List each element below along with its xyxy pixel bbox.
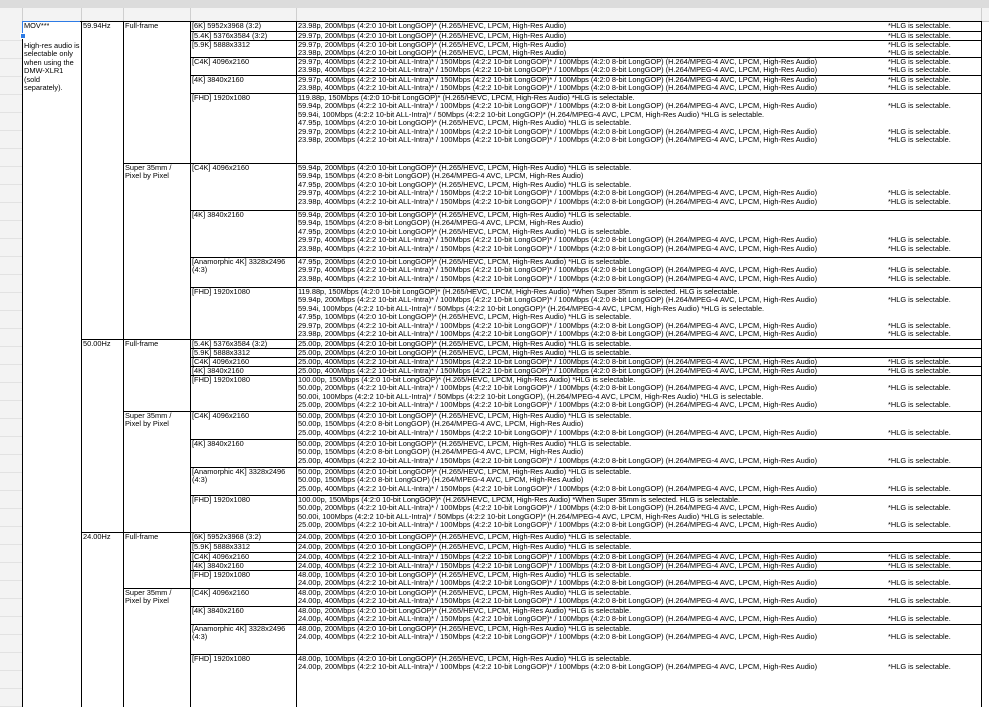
crop-mode-cell[interactable]: Super 35mm / Pixel by Pixel — [125, 412, 172, 429]
spec-line[interactable]: 24.00p, 400Mbps (4:2:2 10-bit ALL-Intra)* / 150Mbps (4:2:2 10-bit LongGOP)* / 100Mbps (4:2:0 8-bit LongGOP) (H.264/MPEG-4 AVC, LPCM, High-Res Audio) — [298, 597, 818, 606]
spec-line[interactable]: 50.00p, 200Mbps (4:2:2 10-bit ALL-Intra)* / 100Mbps (4:2:2 10-bit LongGOP)* / 100Mbps (4:2:0 8-bit LongGOP) (H.264/MPEG-4 AVC, LPCM, High-Res Audio) — [298, 384, 818, 393]
spec-line[interactable]: 29.97p, 200Mbps (4:2:2 10-bit ALL-Intra)* / 100Mbps (4:2:2 10-bit LongGOP)* / 100Mbps (4:2:0 8-bit LongGOP) (H.264/MPEG-4 AVC, LPCM, High-Res Audio) — [298, 321, 818, 330]
frequency-cell[interactable]: 59.94Hz — [83, 22, 111, 30]
hlg-note[interactable]: *HLG is selectable. — [888, 521, 951, 530]
hlg-note[interactable]: *HLG is selectable. — [888, 296, 951, 305]
hlg-note[interactable]: *HLG is selectable. — [888, 66, 951, 75]
spec-line[interactable]: 29.97p, 400Mbps (4:2:2 10-bit ALL-Intra)* / 150Mbps (4:2:2 10-bit LongGOP)* / 100Mbps (4:2:0 8-bit LongGOP) (H.264/MPEG-4 AVC, LPCM, High-Res Audio) — [298, 58, 818, 66]
row-gridline — [0, 454, 22, 455]
row-gridline — [0, 130, 22, 131]
resolution-cell[interactable]: [FHD] 1920x1080 — [192, 571, 250, 579]
spec-line[interactable]: 59.94p, 200Mbps (4:2:2 10-bit ALL-Intra)* / 100Mbps (4:2:2 10-bit LongGOP)* / 100Mbps (4:2:0 8-bit LongGOP) (H.264/MPEG-4 AVC, LPCM, High-Res Audio) — [298, 296, 818, 305]
spec-line[interactable]: 119.88p, 150Mbps (4:2:0 10-bit LongGOP)* (H.265/HEVC, LPCM, High-Res Audio) *HLG is selectable. — [298, 94, 635, 102]
resolution-cell[interactable]: [C4K] 4096x2160 — [192, 589, 250, 597]
spec-line[interactable]: 59.94i, 100Mbps (4:2:2 10-bit ALL-Intra)* / 50Mbps (4:2:2 10-bit LongGOP)* (H.264/MPEG-4 AVC, LPCM, High-Res Audio) *HLG is selectable. — [298, 110, 765, 119]
resolution-cell[interactable]: [4K] 3840x2160 — [192, 76, 244, 84]
hlg-note[interactable]: *HLG is selectable. — [888, 136, 951, 144]
resolution-cell[interactable]: [C4K] 4096x2160 — [192, 553, 250, 561]
spec-line[interactable]: 23.98p, 400Mbps (4:2:2 10-bit ALL-Intra)* / 150Mbps (4:2:2 10-bit LongGOP)* / 100Mbps (4:2:0 8-bit LongGOP) (H.264/MPEG-4 AVC, LPCM, High-Res Audio) — [298, 274, 818, 283]
resolution-cell[interactable]: [Anamorphic 4K] 3328x2496 (4:3) — [192, 468, 286, 485]
hlg-note[interactable]: *HLG is selectable. — [888, 197, 951, 206]
resolution-cell[interactable]: [FHD] 1920x1080 — [192, 496, 250, 504]
spec-line[interactable]: 24.00p, 200Mbps (4:2:0 10-bit LongGOP)* (H.265/HEVC, LPCM, High-Res Audio) *HLG is selectable. — [298, 533, 632, 541]
row-gridline — [0, 364, 22, 365]
spec-line[interactable]: 47.95p, 200Mbps (4:2:0 10-bit LongGOP)* (H.265/HEVC, LPCM, High-Res Audio) *HLG is selectable. — [298, 258, 632, 266]
spec-line[interactable]: 100.00p, 150Mbps (4:2:0 10-bit LongGOP)* (H.265/HEVC, LPCM, High-Res Audio) *HLG is selectable. — [298, 376, 636, 384]
hlg-note[interactable]: *HLG is selectable. — [888, 367, 951, 375]
spec-line[interactable]: 23.98p, 200Mbps (4:2:0 10-bit LongGOP)* (H.265/HEVC, LPCM, High-Res Audio) — [298, 22, 567, 30]
hlg-note[interactable]: *HLG is selectable. — [888, 49, 951, 58]
spec-line[interactable]: 23.98p, 400Mbps (4:2:2 10-bit ALL-Intra)* / 150Mbps (4:2:2 10-bit LongGOP)* / 100Mbps (4:2:0 8-bit LongGOP) (H.264/MPEG-4 AVC, LPCM, High-Res Audio) — [298, 197, 818, 206]
spec-line[interactable]: 25.00p, 200Mbps (4:2:0 10-bit LongGOP)* (H.265/HEVC, LPCM, High-Res Audio) *HLG is selectable. — [298, 349, 632, 357]
crop-mode-cell[interactable]: Full-frame — [125, 340, 159, 348]
spec-line[interactable]: 24.00p, 400Mbps (4:2:2 10-bit ALL-Intra)* / 150Mbps (4:2:2 10-bit LongGOP)* / 100Mbps (4:2:0 8-bit LongGOP) (H.264/MPEG-4 AVC, LPCM, High-Res Audio) — [298, 562, 818, 570]
spec-line[interactable]: 23.98p, 400Mbps (4:2:2 10-bit ALL-Intra)* / 150Mbps (4:2:2 10-bit LongGOP)* / 100Mbps (4:2:0 8-bit LongGOP) (H.264/MPEG-4 AVC, LPCM, High-Res Audio) — [298, 66, 818, 75]
row-gridline — [0, 310, 22, 311]
row-gridline — [0, 256, 22, 257]
spec-line[interactable]: 50.00i, 100Mbps (4:2:2 10-bit ALL-Intra)* / 50Mbps (4:2:2 10-bit LongGOP), (H.264/MPEG-4 AVC, LPCM, High-Res Audio) *HLG is selectable. — [298, 392, 764, 401]
hlg-note[interactable]: *HLG is selectable. — [888, 358, 951, 366]
spec-line[interactable]: 119.88p, 150Mbps (4:2:0 10-bit LongGOP)* (H.265/HEVC, LPCM, High-Res Audio) *When Super 35mm is selected. HLG is selectable. — [298, 288, 740, 296]
crop-mode-cell[interactable]: Full-frame — [125, 533, 159, 541]
spec-line[interactable]: 48.00p, 200Mbps (4:2:0 10-bit LongGOP)* (H.265/HEVC, LPCM, High-Res Audio) *HLG is selectable. — [298, 625, 632, 633]
spec-line[interactable]: 48.00p, 200Mbps (4:2:0 10-bit LongGOP)* (H.265/HEVC, LPCM, High-Res Audio) *HLG is selectable. — [298, 589, 632, 597]
spec-line[interactable]: 50.00p, 200Mbps (4:2:2 10-bit ALL-Intra)* / 100Mbps (4:2:2 10-bit LongGOP)* / 100Mbps (4:2:0 8-bit LongGOP) (H.264/MPEG-4 AVC, LPCM, High-Res Audio) — [298, 504, 818, 513]
column-border — [81, 21, 82, 707]
resolution-cell[interactable]: [FHD] 1920x1080 — [192, 376, 250, 384]
hlg-note[interactable]: *HLG is selectable. — [888, 484, 951, 493]
hlg-note[interactable]: *HLG is selectable. — [888, 553, 951, 561]
row-gridline — [0, 292, 22, 293]
resolution-cell[interactable]: [FHD] 1920x1080 — [192, 94, 250, 102]
fill-handle[interactable] — [20, 33, 26, 39]
resolution-cell[interactable]: [4K] 3840x2160 — [192, 562, 244, 570]
resolution-cell[interactable]: [Anamorphic 4K] 3328x2496 (4:3) — [192, 258, 286, 275]
resolution-cell[interactable]: [Anamorphic 4K] 3328x2496 (4:3) — [192, 625, 286, 642]
resolution-cell[interactable]: [5.9K] 5888x3312 — [192, 41, 250, 49]
frequency-cell[interactable]: 50.00Hz — [83, 340, 111, 348]
spec-line[interactable]: 59.94p, 200Mbps (4:2:0 10-bit LongGOP)* (H.265/HEVC, LPCM, High-Res Audio) *HLG is selectable. — [298, 164, 632, 172]
hlg-note[interactable]: *HLG is selectable. — [888, 401, 951, 410]
row-gridline — [0, 580, 22, 581]
row-gridline — [0, 652, 22, 653]
column-border — [981, 21, 982, 707]
spec-line[interactable]: 59.94p, 200Mbps (4:2:0 10-bit LongGOP)* (H.265/HEVC, LPCM, High-Res Audio) *HLG is selectable. — [298, 211, 632, 219]
resolution-cell[interactable]: [4K] 3840x2160 — [192, 367, 244, 375]
spec-line[interactable]: 23.98p, 200Mbps (4:2:0 10-bit LongGOP)* (H.265/HEVC, LPCM, High-Res Audio) — [298, 49, 567, 58]
row-gridline — [0, 76, 22, 77]
crop-mode-cell[interactable]: Super 35mm / Pixel by Pixel — [125, 164, 172, 181]
resolution-cell[interactable]: [5.9K] 5888x3312 — [192, 349, 250, 357]
row-gridline — [0, 346, 22, 347]
row-gridline — [0, 472, 22, 473]
spec-line[interactable]: 23.98p, 400Mbps (4:2:2 10-bit ALL-Intra)* / 150Mbps (4:2:2 10-bit LongGOP)* / 100Mbps (4:2:0 8-bit LongGOP) (H.264/MPEG-4 AVC, LPCM, High-Res Audio) — [298, 244, 818, 253]
hlg-note[interactable]: *HLG is selectable. — [888, 127, 951, 136]
hlg-note[interactable]: *HLG is selectable. — [888, 84, 951, 93]
hlg-note[interactable]: *HLG is selectable. — [888, 266, 951, 275]
spec-line[interactable]: 25.00p, 400Mbps (4:2:2 10-bit ALL-Intra)* / 150Mbps (4:2:2 10-bit LongGOP)* / 100Mbps (4:2:0 8-bit LongGOP) (H.264/MPEG-4 AVC, LPCM, High-Res Audio) — [298, 484, 818, 493]
row-gridline — [0, 112, 22, 113]
row-gridline — [0, 616, 22, 617]
spec-line[interactable]: 59.94p, 150Mbps (4:2:0 8-bit LongGOP) (H.264/MPEG-4 AVC, LPCM, High-Res Audio) — [298, 219, 584, 228]
spec-line[interactable]: 48.00p, 100Mbps (4:2:0 10-bit LongGOP)* (H.265/HEVC, LPCM, High-Res Audio) *HLG is selectable. — [298, 571, 632, 579]
row-gridline — [0, 202, 22, 203]
spec-line[interactable]: 50.00p, 200Mbps (4:2:0 10-bit LongGOP)* (H.265/HEVC, LPCM, High-Res Audio) *HLG is selectable. — [298, 412, 632, 420]
spec-line[interactable]: 29.97p, 400Mbps (4:2:2 10-bit ALL-Intra)* / 150Mbps (4:2:2 10-bit LongGOP)* / 100Mbps (4:2:0 8-bit LongGOP) (H.264/MPEG-4 AVC, LPCM, High-Res Audio) — [298, 189, 818, 198]
selection-outline-top — [22, 21, 80, 22]
resolution-cell[interactable]: [5.4K] 5376x3584 (3:2) — [192, 340, 268, 348]
row-gridline — [0, 40, 22, 41]
column-border — [296, 21, 297, 707]
row-gridline — [0, 598, 22, 599]
spec-line[interactable]: 25.00p, 400Mbps (4:2:2 10-bit ALL-Intra)* / 150Mbps (4:2:2 10-bit LongGOP)* / 100Mbps (4:2:0 8-bit LongGOP) (H.264/MPEG-4 AVC, LPCM, High-Res Audio) — [298, 428, 818, 437]
resolution-cell[interactable]: [5.4K] 5376x3584 (3:2) — [192, 32, 268, 40]
column-border — [123, 21, 124, 707]
row-gridline — [0, 670, 22, 671]
row-gridline — [0, 634, 22, 635]
resolution-cell[interactable]: [C4K] 4096x2160 — [192, 164, 250, 172]
row-gridline — [0, 166, 22, 167]
format-cell[interactable]: MOV*** — [24, 22, 50, 30]
spec-line[interactable]: 29.97p, 200Mbps (4:2:0 10-bit LongGOP)* (H.265/HEVC, LPCM, High-Res Audio) — [298, 41, 567, 49]
row-gridline — [0, 508, 22, 509]
row-gridline — [0, 148, 22, 149]
spec-line[interactable]: 59.94p, 200Mbps (4:2:2 10-bit ALL-Intra)* / 100Mbps (4:2:2 10-bit LongGOP)* / 100Mbps (4:2:0 8-bit LongGOP) (H.264/MPEG-4 AVC, LPCM, High-Res Audio) — [298, 102, 818, 111]
spec-line[interactable]: 48.00p, 200Mbps (4:2:0 10-bit LongGOP)* (H.265/HEVC, LPCM, High-Res Audio) *HLG is selectable. — [298, 607, 632, 615]
resolution-cell[interactable]: [FHD] 1920x1080 — [192, 288, 250, 296]
hlg-note[interactable]: *HLG is selectable. — [888, 321, 951, 330]
hlg-note[interactable]: *HLG is selectable. — [888, 330, 951, 338]
spec-line[interactable]: 24.00p, 400Mbps (4:2:2 10-bit ALL-Intra)* / 150Mbps (4:2:2 10-bit LongGOP)* / 100Mbps (4:2:0 8-bit LongGOP) (H.264/MPEG-4 AVC, LPCM, High-Res Audio) — [298, 615, 818, 624]
hlg-note[interactable]: *HLG is selectable. — [888, 76, 951, 84]
row-gridline — [0, 490, 22, 491]
spec-line[interactable]: 47.95p, 200Mbps (4:2:0 10-bit LongGOP)* (H.265/HEVC, LPCM, High-Res Audio) *HLG is selectable. — [298, 227, 632, 236]
spec-line[interactable]: 24.00p, 400Mbps (4:2:2 10-bit ALL-Intra)* / 150Mbps (4:2:2 10-bit LongGOP)* / 100Mbps (4:2:0 8-bit LongGOP) (H.264/MPEG-4 AVC, LPCM, High-Res Audio) — [298, 633, 818, 642]
crop-mode-cell[interactable]: Full-frame — [125, 22, 159, 30]
row-gridline — [0, 436, 22, 437]
spec-line[interactable]: 47.95p, 200Mbps (4:2:0 10-bit LongGOP)* (H.265/HEVC, LPCM, High-Res Audio) *HLG is selectable. — [298, 180, 632, 189]
spec-line[interactable]: 24.00p, 200Mbps (4:2:0 10-bit LongGOP)* (H.265/HEVC, LPCM, High-Res Audio) *HLG is selectable. — [298, 543, 632, 551]
hlg-note[interactable]: *HLG is selectable. — [888, 236, 951, 245]
spec-line[interactable]: 23.98p, 200Mbps (4:2:2 10-bit ALL-Intra)* / 100Mbps (4:2:2 10-bit LongGOP)* / 100Mbps (4:2:0 8-bit LongGOP) (H.264/MPEG-4 AVC, LPCM, High-Res Audio) — [298, 330, 818, 338]
hlg-note[interactable]: *HLG is selectable. — [888, 102, 951, 111]
spec-line[interactable]: 100.00p, 150Mbps (4:2:0 10-bit LongGOP)* (H.265/HEVC, LPCM, High-Res Audio) *When Super 35mm is selected. HLG is selectable. — [298, 496, 741, 504]
spec-line[interactable]: 25.00p, 400Mbps (4:2:2 10-bit ALL-Intra)* / 150Mbps (4:2:2 10-bit LongGOP)* / 100Mbps (4:2:0 8-bit LongGOP) (H.264/MPEG-4 AVC, LPCM, High-Res Audio) — [298, 358, 818, 366]
row-gridline — [0, 274, 22, 275]
resolution-cell[interactable]: [4K] 3840x2160 — [192, 440, 244, 448]
row-gridline — [0, 544, 22, 545]
row-gridline — [0, 220, 22, 221]
crop-mode-cell[interactable]: Super 35mm / Pixel by Pixel — [125, 589, 172, 606]
spec-line[interactable]: 24.00p, 200Mbps (4:2:2 10-bit ALL-Intra)* / 100Mbps (4:2:2 10-bit LongGOP)* / 100Mbps (4:2:0 8-bit LongGOP) (H.264/MPEG-4 AVC, LPCM, High-Res Audio) — [298, 579, 818, 588]
hlg-note[interactable]: *HLG is selectable. — [888, 562, 951, 570]
hlg-note[interactable]: *HLG is selectable. — [888, 663, 951, 672]
frequency-cell[interactable]: 24.00Hz — [83, 533, 111, 541]
spec-line[interactable]: 59.94p, 150Mbps (4:2:0 8-bit LongGOP) (H.264/MPEG-4 AVC, LPCM, High-Res Audio) — [298, 172, 584, 181]
spec-line[interactable]: 23.98p, 400Mbps (4:2:2 10-bit ALL-Intra)* / 150Mbps (4:2:2 10-bit LongGOP)* / 100Mbps (4:2:0 8-bit LongGOP) (H.264/MPEG-4 AVC, LPCM, High-Res Audio) — [298, 84, 818, 93]
spec-line[interactable]: 50.00p, 150Mbps (4:2:0 8-bit LongGOP) (H.264/MPEG-4 AVC, LPCM, High-Res Audio) — [298, 420, 584, 429]
spec-line[interactable]: 50.00p, 200Mbps (4:2:0 10-bit LongGOP)* (H.265/HEVC, LPCM, High-Res Audio) *HLG is selectable. — [298, 468, 632, 476]
spec-line[interactable]: 29.97p, 200Mbps (4:2:0 10-bit LongGOP)* (H.265/HEVC, LPCM, High-Res Audio) — [298, 32, 567, 40]
spec-line[interactable]: 23.98p, 200Mbps (4:2:2 10-bit ALL-Intra)* / 100Mbps (4:2:2 10-bit LongGOP)* / 100Mbps (4:2:0 8-bit LongGOP) (H.264/MPEG-4 AVC, LPCM, High-Res Audio) — [298, 136, 818, 144]
spec-line[interactable]: 29.97p, 200Mbps (4:2:2 10-bit ALL-Intra)* / 100Mbps (4:2:2 10-bit LongGOP)* / 100Mbps (4:2:0 8-bit LongGOP) (H.264/MPEG-4 AVC, LPCM, High-Res Audio) — [298, 127, 818, 136]
column-border — [190, 21, 191, 707]
spec-line[interactable]: 47.95p, 100Mbps (4:2:0 10-bit LongGOP)* (H.265/HEVC, LPCM, High-Res Audio) *HLG is selectable. — [298, 313, 632, 322]
resolution-cell[interactable]: [4K] 3840x2160 — [192, 211, 244, 219]
spec-line[interactable]: 25.00p, 200Mbps (4:2:0 10-bit LongGOP)* (H.265/HEVC, LPCM, High-Res Audio) *HLG is selectable. — [298, 340, 632, 348]
row-gridline — [0, 94, 22, 95]
row-gridline — [0, 688, 22, 689]
spec-line[interactable]: 29.97p, 400Mbps (4:2:2 10-bit ALL-Intra)* / 150Mbps (4:2:2 10-bit LongGOP)* / 100Mbps (4:2:0 8-bit LongGOP) (H.264/MPEG-4 AVC, LPCM, High-Res Audio) — [298, 236, 818, 245]
hlg-note[interactable]: *HLG is selectable. — [888, 58, 951, 66]
resolution-cell[interactable]: [6K] 5952x3968 (3:2) — [192, 533, 262, 541]
resolution-cell[interactable]: [C4K] 4096x2160 — [192, 412, 250, 420]
spec-line[interactable]: 25.00p, 400Mbps (4:2:2 10-bit ALL-Intra)* / 150Mbps (4:2:2 10-bit LongGOP)* / 100Mbps (4:2:0 8-bit LongGOP) (H.264/MPEG-4 AVC, LPCM, High-Res Audio) — [298, 367, 818, 375]
hlg-note[interactable]: *HLG is selectable. — [888, 428, 951, 437]
spec-line[interactable]: 59.94i, 100Mbps (4:2:2 10-bit ALL-Intra)* / 50Mbps (4:2:2 10-bit LongGOP)* (H.264/MPEG-4 AVC, LPCM, High-Res Audio) *HLG is selectable. — [298, 304, 765, 313]
hlg-note[interactable]: *HLG is selectable. — [888, 597, 951, 606]
row-gridline — [0, 58, 22, 59]
row-gridline — [0, 328, 22, 329]
spec-line[interactable]: 24.00p, 400Mbps (4:2:2 10-bit ALL-Intra)* / 150Mbps (4:2:2 10-bit LongGOP)* / 100Mbps (4:2:0 8-bit LongGOP) (H.264/MPEG-4 AVC, LPCM, High-Res Audio) — [298, 553, 818, 561]
spec-line[interactable]: 25.00p, 200Mbps (4:2:2 10-bit ALL-Intra)* / 100Mbps (4:2:2 10-bit LongGOP)* / 100Mbps (4:2:0 8-bit LongGOP) (H.264/MPEG-4 AVC, LPCM, High-Res Audio) — [298, 521, 818, 530]
row-gridline — [0, 418, 22, 419]
hlg-note[interactable]: *HLG is selectable. — [888, 41, 951, 49]
hlg-note[interactable]: *HLG is selectable. — [888, 189, 951, 198]
row-gridline — [0, 184, 22, 185]
row-gridline — [0, 382, 22, 383]
resolution-cell[interactable]: [C4K] 4096x2160 — [192, 58, 250, 66]
spec-line[interactable]: 50.00p, 200Mbps (4:2:0 10-bit LongGOP)* (H.265/HEVC, LPCM, High-Res Audio) *HLG is selectable. — [298, 440, 632, 448]
spec-line[interactable]: 50.00p, 150Mbps (4:2:0 8-bit LongGOP) (H.264/MPEG-4 AVC, LPCM, High-Res Audio) — [298, 448, 584, 457]
spec-line[interactable]: 24.00p, 200Mbps (4:2:2 10-bit ALL-Intra)* / 100Mbps (4:2:2 10-bit LongGOP)* / 100Mbps (4:2:0 8-bit LongGOP) (H.264/MPEG-4 AVC, LPCM, High-Res Audio) — [298, 663, 818, 672]
row-gridline — [0, 238, 22, 239]
resolution-cell[interactable]: [4K] 3840x2160 — [192, 607, 244, 615]
hlg-note[interactable]: *HLG is selectable. — [888, 579, 951, 588]
hlg-note[interactable]: *HLG is selectable. — [888, 633, 951, 642]
hlg-note[interactable]: *HLG is selectable. — [888, 615, 951, 624]
note-cell[interactable]: High-res audio is selectable only when using the DMW-XLR1 (sold separately). — [24, 42, 80, 93]
spec-line[interactable]: 25.00p, 200Mbps (4:2:2 10-bit ALL-Intra)* / 100Mbps (4:2:2 10-bit LongGOP)* / 100Mbps (4:2:0 8-bit LongGOP) (H.264/MPEG-4 AVC, LPCM, High-Res Audio) — [298, 401, 818, 410]
resolution-cell[interactable]: [5.9K] 5888x3312 — [192, 543, 250, 551]
hlg-note[interactable]: *HLG is selectable. — [888, 244, 951, 253]
spec-line[interactable]: 29.97p, 400Mbps (4:2:2 10-bit ALL-Intra)* / 150Mbps (4:2:2 10-bit LongGOP)* / 100Mbps (4:2:0 8-bit LongGOP) (H.264/MPEG-4 AVC, LPCM, High-Res Audio) — [298, 76, 818, 84]
spec-line[interactable]: 25.00p, 400Mbps (4:2:2 10-bit ALL-Intra)* / 150Mbps (4:2:2 10-bit LongGOP)* / 100Mbps (4:2:0 8-bit LongGOP) (H.264/MPEG-4 AVC, LPCM, High-Res Audio) — [298, 456, 818, 465]
row-gridline — [0, 526, 22, 527]
hlg-note[interactable]: *HLG is selectable. — [888, 32, 951, 40]
hlg-note[interactable]: *HLG is selectable. — [888, 22, 951, 30]
spec-line[interactable]: 48.00p, 100Mbps (4:2:0 10-bit LongGOP)* (H.265/HEVC, LPCM, High-Res Audio) *HLG is selectable. — [298, 655, 632, 663]
resolution-cell[interactable]: [C4K] 4096x2160 — [192, 358, 250, 366]
row-gridline — [0, 562, 22, 563]
column-border — [22, 21, 23, 707]
resolution-cell[interactable]: [6K] 5952x3968 (3:2) — [192, 22, 262, 30]
resolution-cell[interactable]: [FHD] 1920x1080 — [192, 655, 250, 663]
spec-line[interactable]: 29.97p, 400Mbps (4:2:2 10-bit ALL-Intra)* / 150Mbps (4:2:2 10-bit LongGOP)* / 100Mbps (4:2:0 8-bit LongGOP) (H.264/MPEG-4 AVC, LPCM, High-Res Audio) — [298, 266, 818, 275]
hlg-note[interactable]: *HLG is selectable. — [888, 384, 951, 393]
row-gridline — [0, 400, 22, 401]
spec-line[interactable]: 50.00i, 100Mbps (4:2:2 10-bit ALL-Intra)* / 50Mbps (4:2:2 10-bit LongGOP)* (H.264/MPEG-4 AVC, LPCM, High-Res Audio) *HLG is selectable. — [298, 512, 765, 521]
hlg-note[interactable]: *HLG is selectable. — [888, 456, 951, 465]
hlg-note[interactable]: *HLG is selectable. — [888, 274, 951, 283]
spec-line[interactable]: 47.95p, 100Mbps (4:2:0 10-bit LongGOP)* (H.265/HEVC, LPCM, High-Res Audio) *HLG is selectable. — [298, 119, 632, 128]
hlg-note[interactable]: *HLG is selectable. — [888, 504, 951, 513]
spec-line[interactable]: 50.00p, 150Mbps (4:2:0 8-bit LongGOP) (H.264/MPEG-4 AVC, LPCM, High-Res Audio) — [298, 476, 584, 485]
